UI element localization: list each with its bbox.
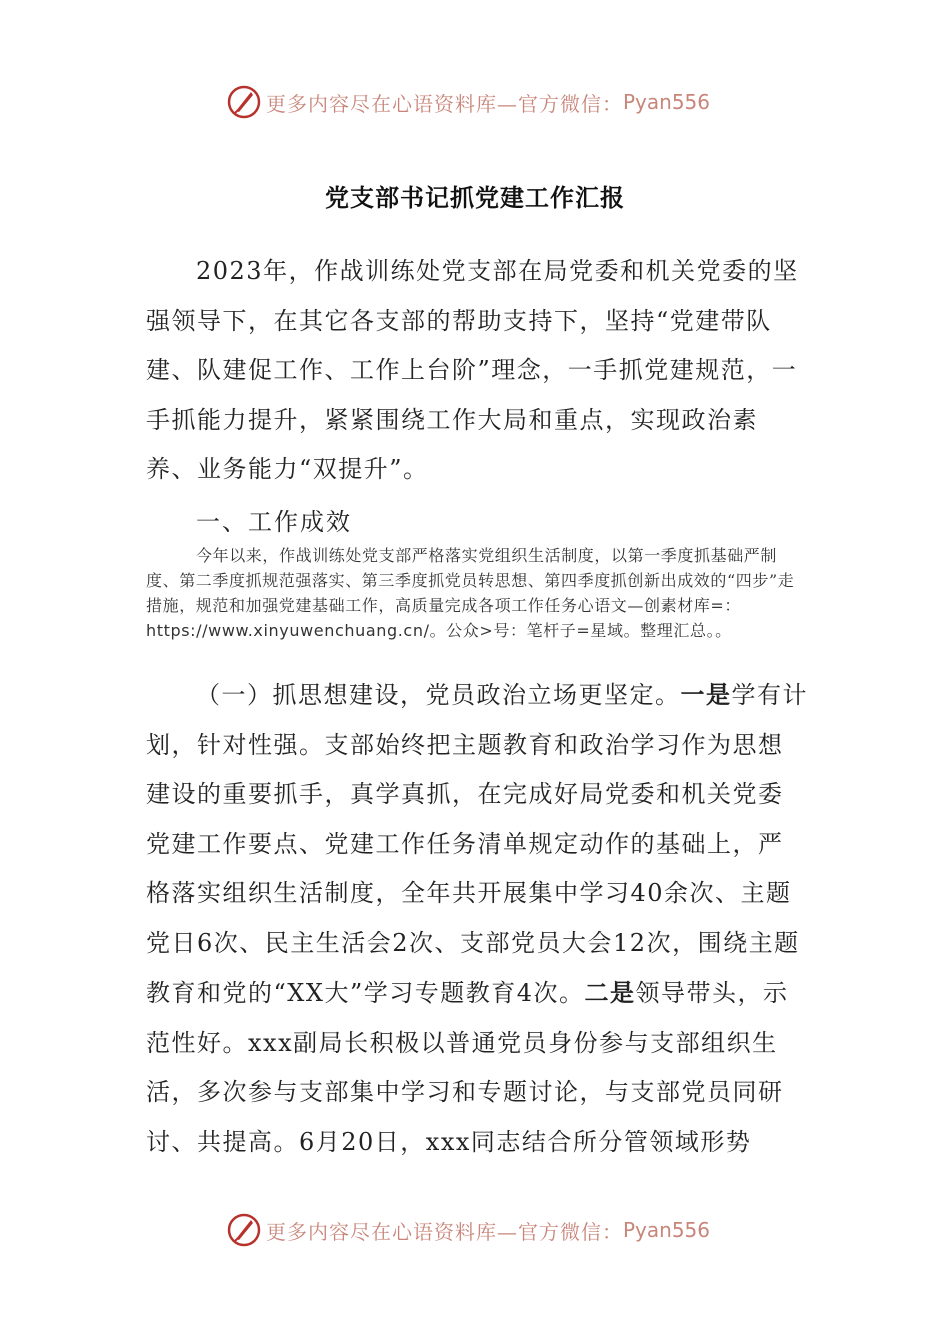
intro-paragraph: 2023年，作战训练处党支部在局党委和机关党委的坚强领导下，在其它各支部的帮助支持下，坚持“党建带队建、队建促工作、工作上台阶”理念，一手抓党建规范，一手抓能力提升，紧紧围绕工作大局和重点，实现政治素养、业务能力“双提升”。 bbox=[146, 257, 799, 483]
point-two-text: 领导带头，示范性好。xxx副局长积极以普通党员身份参与支部组织生活，多次参与支部集中学习和专题讨论，与支部党员同研讨、共提高。6月20日，xxx同志结合所分管领域形势 bbox=[146, 979, 789, 1156]
banner-text: 更多内容尽在心语资料库—官方微信： bbox=[266, 91, 623, 116]
footer-banner[interactable] bbox=[226, 1210, 710, 1250]
banner-wechat-id: Pyan556 bbox=[623, 1218, 711, 1242]
subsection-lead: （一）抓思想建设，党员政治立场更坚定。 bbox=[196, 681, 681, 709]
subsection-paragraph bbox=[146, 670, 808, 1167]
document-title: 党支部书记抓党建工作汇报 bbox=[325, 183, 625, 212]
quill-pen-logo-icon bbox=[226, 84, 262, 120]
point-one-text: 学有计划，针对性强。支部始终把主题教育和政治学习作为思想建设的重要抓手，真学真抓，在完成好局党委和机关党委党建工作要点、党建工作任务清单规定动作的基础上，严格落实组织生活制度，全年共开展集中学习40余次、主题党日6次、民主生活会2次、支部党员大会12次，围绕主题教育和党的“XX大”学习专题教育4次。 bbox=[146, 681, 808, 1007]
banner-text: 更多内容尽在心语资料库—官方微信： bbox=[266, 1219, 623, 1244]
point-one-marker: 一是 bbox=[680, 680, 732, 709]
section-summary-paragraph bbox=[146, 543, 808, 643]
banner-wechat-id: Pyan556 bbox=[623, 90, 711, 114]
summary-text-b: 。公众>号：笔杆子=星域。整理汇总。。 bbox=[429, 621, 732, 640]
quill-pen-logo-icon bbox=[226, 1212, 262, 1248]
point-two-marker: 二是 bbox=[584, 978, 636, 1007]
summary-text-a: 今年以来，作战训练处党支部严格落实党组织生活制度，以第一季度抓基础严制度、第二季度抓规范强落实、第三季度抓党员转思想、第四季度抓创新出成效的“四步”走措施，规范和加强党建基础工作，高质量完成各项工作任务心语文—创素材库=： bbox=[146, 546, 795, 615]
section-heading: 一、工作成效 bbox=[196, 508, 352, 536]
header-banner[interactable] bbox=[226, 82, 710, 122]
source-url-link[interactable]: https://www.xinyuwenchuang.cn/ bbox=[146, 621, 430, 640]
